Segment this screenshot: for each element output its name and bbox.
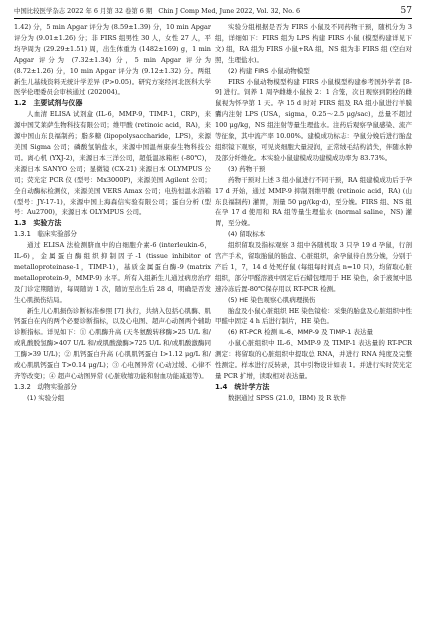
item-heading-model: (2) 构建 FIRS 小鼠动物模型: [228, 66, 310, 75]
journal-title-en: Chin J Comp Med, June 2022, Vol. 32, No. 6: [158, 7, 301, 15]
running-header: [14, 4, 412, 19]
item-heading-drug: (3) 药物干预: [228, 164, 266, 173]
paragraph-he-stain: 胎盘及小鼠心脏组织 HE 染色镜检：采集的胎盘及心脏组织中性甲醛中固定 4 h 后进行制片，HE 染色。: [215, 306, 412, 326]
subsection-heading-clinical: 1.3.1 临床实验部分: [14, 230, 77, 239]
paragraph-reagents: 人血清 ELISA 试剂盒 (IL-6，MMP-9，TIMP-1，CRP)，来源中国艾莱萨生物科技有限公司；维甲酸 (retinoic acid，RA)，来源中国山东良福制药；脂多糖 (lipopolysaccharide，LPS)，来源美国 Sigma 公司；磷酸氢钠盐水，来源中国温州康泰生物科技公司。离心机 (YXJ-2)，来源日本三洋公司，超低温冰箱柜 (-80℃)，来源日本 SANYO 公司；显微镜 (CX-21) 来源日本 OLYMPUS 公司；荧光定 PCR 仪 (型号：Mx3000P)，来源美国 Agilent 公司；全自动酶标检测仪，来源美国 VERS Amax 公司；电热恒温水浴箱 (型号：JY-17-1)，来源中国上海森信实验有限公司；蛋白分析 (型号：Au2700)，来源日本 OLYMPUS 公司。: [14, 110, 211, 217]
section-heading-statistics: 1.4 统计学方法: [215, 382, 270, 391]
subsection-heading-animal: 1.3.2 动物实验部分: [14, 382, 77, 391]
paragraph-baseline-continued: 1.42) 分，5 min Apgar 评分为 (8.59±1.39) 分，10 min Apgar 评分为 (9.01±1.26) 分；非 FIRS 组男性 30 人，女性 27 人，平均孕周为 (29.29±1.51) 周，出生体重为 (1482±169) g，1 min Apgar 评分为 (7.32±1.34) 分，5 min Apgar 评分为 (8.72±1.26) 分，10 min Apgar 评分为 (9.12±1.32) 分。两组新生儿基线资料无统计学差异 (P>0.05)。研究方案经河北医科大学医学伦理委员会审核通过 (202004)。: [14, 23, 211, 97]
journal-title-cn: 中国比较医学杂志 2022 年 6 月第 32 卷第 6 期: [14, 7, 153, 15]
paragraph-drug: 药物干预对上述 3 组小鼠进行不同干预，RA 组建模成功后于孕 17 d 开始，通过 MMP-9 抑制剂维甲酸 (retinoic acid，RA) (山东良福制药) 灌胃，剂量 50 μg/(kg·d)，至分娩。FIRS 组、NS 组在孕 17 d 使用和 RA 组等量生理盐水 (normal saline，NS) 灌胃，至分娩。: [215, 175, 412, 228]
item-heading-he-stain: (5) HE 染色观察心肌病理损伤: [228, 295, 316, 304]
paragraph-specimen: 组织留取及指标观察 3 组中各随机取 3 只孕 19 d 孕鼠，行剖宫产手术，留取胎鼠的胎盘、心脏组织，余孕鼠待自然分娩，分别于产后 1，7，14 d 处死仔鼠 (每组每时间点 n=10 只)，均留取心脏组织，部分甲醛溶液中固定后石蜡包埋用于 HE 染色，余于液氮中迅速冷冻后置-80℃保存用以 RT-PCR 检测。: [215, 241, 412, 293]
paragraph-elisa: 通过 ELISA 法检测脐血中的白细胞介素-6 (interleukin-6，IL-6)，金属蛋白酶组织抑制因子-1 (tissue inhibitor of metalloproteinase-1，TIMP-1)，基质金属蛋白酶-9 (matrix metalloprotein-9，MMP-9) 水平。所有入组新生儿通过病房治疗及门诊定期随访，每周随访 1 次，随访至出生后 28 d，明确是否发生心肌损伤结局。: [14, 241, 211, 304]
paragraph-grouping: 实验分组根据是否为 FIRS 小鼠及不同药物干预，随机分为 3 组，详细如下：FIRS 组为 LPS 构建 FIRS 小鼠 (模型构建详见下文) 组，RA 组为 FIRS 小鼠+RA 组，NS 组为非 FIRS 组 (空白对照，生理盐水)。: [215, 23, 412, 64]
journal-info: [14, 4, 300, 18]
right-column: [215, 22, 412, 620]
paragraph-diagnosis-criteria: 新生儿心肌损伤诊断标准参照 [7] 执行，共纳入包括心肌酶、肌钙蛋白在内的两个必要诊断指标，以及心电图、超声心动图两个辅助诊断指标。详见如下：① 心肌酶升高 (天冬氨酸转移酶>25 U/L 和/或乳酸脱氢酶>407 U/L 和/或肌酸激酶>725 U/L 和/或肌酸激酶同工酶>39 U/L)；② 肌钙蛋白升高 (心肌肌钙蛋白 I>1.12 μg/L 和/或心肌肌钙蛋白 T>0.14 μg/L)；③ 心电图异常 (心动过缓、心律不齐等改变)；④ 超声心动图异常 (心脏收缩功能和射血功能减退等)。: [14, 306, 211, 380]
item-heading-rt-pcr: (6) RT-PCR 检测 IL-6、MMP-9 及 TIMP-1 表达量: [228, 328, 373, 337]
section-heading-methods: 1.3 实验方法: [14, 219, 62, 228]
paragraph-model: FIRS 小鼠动物模型构建 FIRS 小鼠模型构建参考国外学者 [8-9] 进行。饲养 1 周孕雌雄小鼠按 2：1 合笼，次日观察到阴栓的雌鼠视为怀孕第 1 天。孕 15 d 时对 FIRS 组及 RA 组小鼠进行羊膜囊内注射 LPS (USA，sigma，0.25～2.5 μg/sac)，总量不超过 100 μg/kg，NS 组注射等量生理盐水。注药后观察孕鼠感染、流产等征象，其中流产率 10.00%。建模成功标志：孕鼠分娩后进行胎盘组织镜下观察，可见炎细胞大量浸润，正常绒毛结构消失，伴随水肿及部分纤维化。本实验小鼠建模成功建模成功率为 83.73%。: [215, 77, 412, 162]
page-number: 57: [400, 6, 412, 16]
item-heading-grouping: (1) 实验分组: [27, 393, 65, 402]
left-column: [14, 22, 211, 620]
paragraph-statistics: 数据通过 SPSS (21.0，IBM) 及 R 软件: [228, 393, 347, 402]
item-heading-specimen: (4) 留取标本: [228, 230, 266, 239]
paragraph-rt-pcr: 小鼠心脏组织中 IL-6、MMP-9 及 TIMP-1 表达量的 RT-PCR 测定：将留取的心脏组织中提取总 RNA，并进行 RNA 纯度及完整性测定。样本进行反转录，其中引物设计如表 1。并进行实时荧光定量 PCR 扩增，读取相对表达量。: [215, 339, 412, 380]
section-heading-reagents: 1.2 主要试剂与仪器: [14, 99, 83, 108]
